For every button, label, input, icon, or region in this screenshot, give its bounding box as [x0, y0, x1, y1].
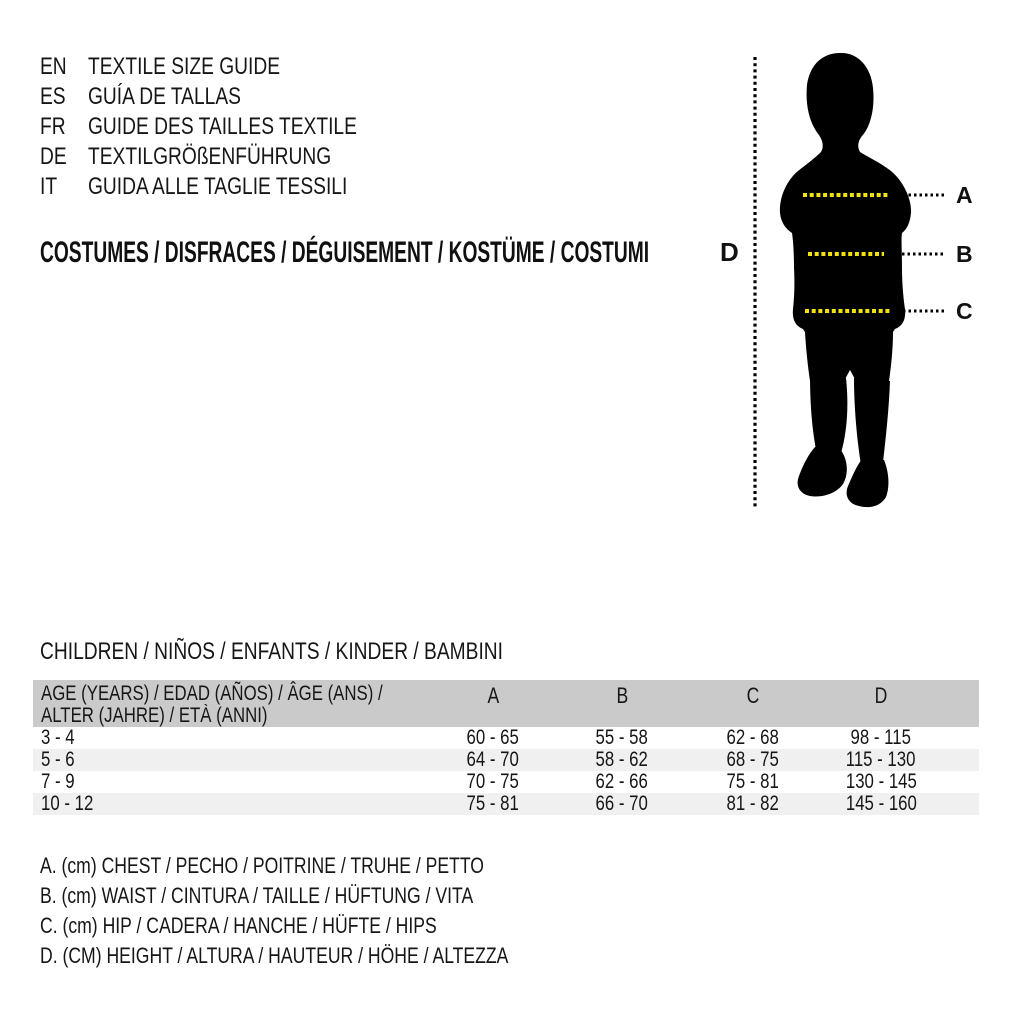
cell-hip: 81 - 82 — [726, 792, 780, 815]
language-row — [40, 82, 424, 112]
language-list — [40, 52, 424, 202]
language-guide-title: TEXTILE SIZE GUIDE — [88, 53, 281, 80]
language-row — [40, 142, 424, 172]
column-header-a: A — [487, 683, 499, 708]
language-row — [40, 172, 424, 202]
age-header-line1: AGE (YEARS) / EDAD (AÑOS) / ÂGE (ANS) / — [41, 682, 383, 705]
age-column-header — [41, 683, 468, 727]
cell-waist: 62 - 66 — [595, 770, 649, 793]
cell-height: 115 - 130 — [846, 748, 916, 771]
language-code: ES — [40, 83, 66, 110]
cell-height: 145 - 160 — [845, 792, 917, 815]
measure-label-d: D — [720, 237, 739, 267]
language-guide-title: GUIDA ALLE TAGLIE TESSILI — [88, 173, 348, 200]
table-row — [33, 749, 979, 771]
cell-hip: 62 - 68 — [726, 726, 780, 749]
legend-line-height: D. (CM) HEIGHT / ALTURA / HAUTEUR / HÖHE / ALTEZZA — [40, 943, 509, 968]
age-cell: 5 - 6 — [41, 748, 75, 771]
cell-height: 98 - 115 — [850, 726, 912, 749]
cell-chest: 70 - 75 — [466, 770, 520, 793]
age-header-line2: ALTER (JAHRE) / ETÀ (ANNI) — [41, 704, 268, 727]
table-row — [33, 771, 979, 793]
table-row — [33, 793, 979, 815]
language-guide-title: GUIDE DES TAILLES TEXTILE — [88, 113, 357, 140]
measure-label-a: A — [956, 182, 973, 208]
column-header-c: C — [746, 683, 760, 708]
cell-waist: 55 - 58 — [595, 726, 649, 749]
language-code: EN — [40, 53, 67, 80]
language-row — [40, 112, 424, 142]
language-row — [40, 52, 424, 82]
cell-height: 130 - 145 — [845, 770, 917, 793]
table-header — [33, 680, 979, 727]
measure-label-b: B — [956, 241, 973, 267]
child-silhouette — [780, 53, 911, 507]
silhouette-left-shoe — [798, 446, 847, 496]
size-table — [33, 680, 979, 815]
cell-waist: 58 - 62 — [595, 748, 649, 771]
cell-chest: 75 - 81 — [466, 792, 520, 815]
silhouette-left-leg — [810, 376, 847, 454]
table-section-title-text: CHILDREN / NIÑOS / ENFANTS / KINDER / BAMBINI — [40, 638, 504, 665]
cell-waist: 66 - 70 — [595, 792, 649, 815]
silhouette-body — [780, 53, 911, 381]
language-guide-title: TEXTILGRÖßENFÜHRUNG — [88, 143, 332, 170]
language-code: DE — [40, 143, 67, 170]
table-row — [33, 727, 979, 749]
age-cell: 3 - 4 — [41, 726, 75, 749]
cell-chest: 64 - 70 — [466, 748, 520, 771]
legend-line-waist: B. (cm) WAIST / CINTURA / TAILLE / HÜFTUNG / VITA — [40, 883, 474, 908]
table-section-title — [40, 640, 619, 664]
legend-line-chest: A. (cm) CHEST / PECHO / POITRINE / TRUHE / PETTO — [40, 853, 484, 878]
language-code: FR — [40, 113, 66, 140]
cell-chest: 60 - 65 — [466, 726, 520, 749]
language-guide-title: GUÍA DE TALLAS — [88, 83, 241, 110]
measurement-legend — [40, 851, 626, 971]
cell-hip: 68 - 75 — [726, 748, 780, 771]
column-header-b: B — [616, 683, 628, 708]
cell-hip: 75 - 81 — [726, 770, 780, 793]
category-title-text: COSTUMES / DISFRACES / DÉGUISEMENT / KOSTÜME / COSTUMI — [40, 236, 650, 269]
legend-line-hip: C. (cm) HIP / CADERA / HANCHE / HÜFTE / HIPS — [40, 913, 437, 938]
language-code: IT — [40, 173, 58, 200]
age-cell: 10 - 12 — [41, 792, 94, 815]
child-silhouette-figure — [700, 40, 1024, 520]
silhouette-right-leg — [854, 378, 890, 465]
silhouette-right-shoe — [847, 459, 889, 507]
column-header-d: D — [874, 683, 888, 708]
measure-label-c: C — [956, 298, 973, 324]
age-cell: 7 - 9 — [41, 770, 75, 793]
